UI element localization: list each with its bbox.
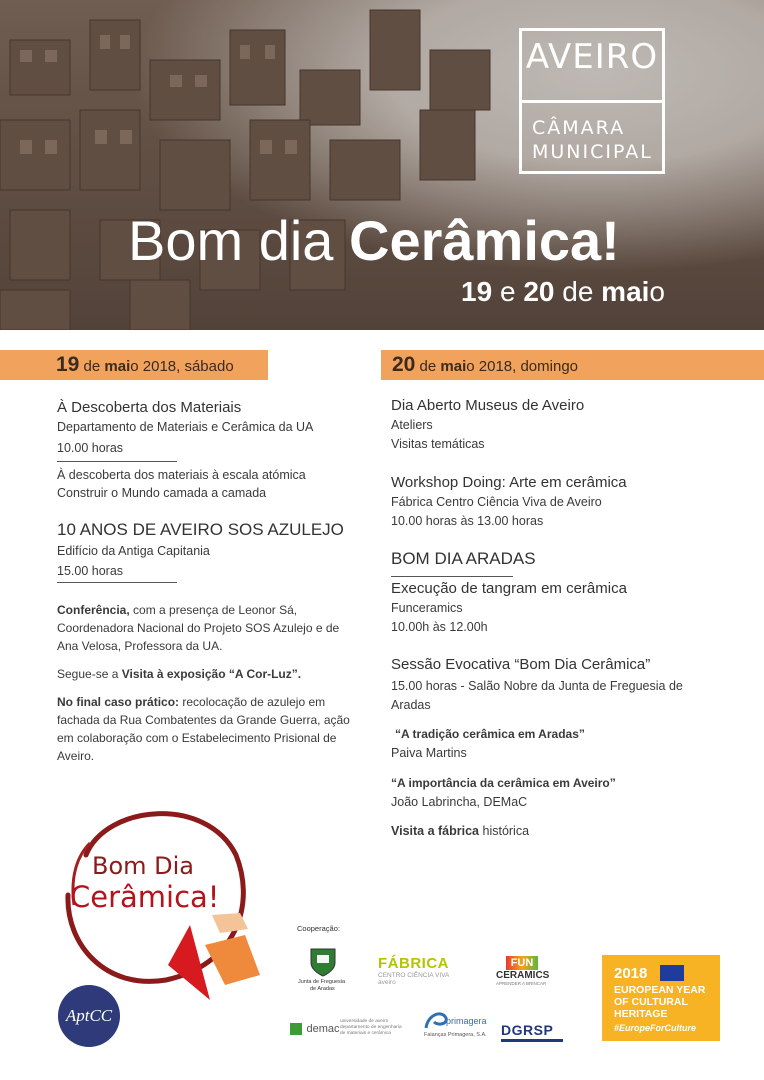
fabrica-sub: CENTRO CIÊNCIA VIVA — [378, 972, 450, 979]
hero-date — [461, 276, 665, 308]
event-place: Edifício da Antiga Capitania — [57, 544, 210, 558]
event-line: Visitas temáticas — [391, 437, 485, 451]
eu-flag-icon — [660, 965, 684, 981]
day2-rest: o 2018, domingo — [466, 358, 579, 375]
event-time: 10.00h às 12.00h — [391, 620, 488, 634]
visit-paragraph — [57, 665, 357, 683]
para-bold: No final caso prático: — [57, 695, 180, 709]
day2-de: de — [415, 358, 441, 375]
primagera-sub: Faianças Primagera, S.A. — [424, 1032, 487, 1038]
dgrsp-stripe — [501, 1039, 563, 1042]
section-heading: BOM DIA ARADAS — [391, 549, 536, 568]
event-title: Dia Aberto Museus de Aveiro — [391, 397, 585, 414]
day1-header — [0, 350, 268, 380]
brush-strokes-decoration — [150, 905, 270, 1015]
fun-text: FUN — [506, 956, 538, 970]
day1-mai: mai — [104, 358, 131, 375]
demac-sub: de materiais e cerâmica — [340, 1031, 391, 1036]
day1-num: 19 — [56, 353, 80, 376]
event-title: 10 ANOS DE AVEIRO SOS AZULEJO — [57, 520, 344, 539]
event-line: Construir o Mundo camada a camada — [57, 486, 267, 500]
coat-of-arms-icon — [308, 945, 338, 977]
event-line: À descoberta dos materiais à escala atómica — [57, 468, 306, 482]
demac-name: demac — [306, 1022, 340, 1035]
hero-date-mai: mai — [601, 276, 650, 307]
junta-label: Junta de Freguesia — [298, 979, 346, 985]
divider — [391, 576, 513, 577]
para-bold: Conferência, — [57, 603, 130, 617]
event-line: Aradas — [391, 698, 431, 712]
day1-de: de — [79, 358, 105, 375]
divider — [57, 582, 177, 583]
european-year-heritage-badge — [602, 955, 720, 1041]
talk-speaker: João Labrincha, DEMaC — [391, 795, 528, 809]
junta-label: de Aradas — [310, 986, 335, 992]
hero-date-d1: 19 — [461, 276, 493, 307]
eu-line: HERITAGE — [614, 1008, 668, 1020]
hero-date-de: de — [554, 276, 602, 307]
visit-bold: Visita a fábrica — [391, 824, 480, 838]
event-line: 15.00 horas - Salão Nobre da Junta de Freguesia de — [391, 679, 683, 693]
demac-sub: universidade de aveiro — [340, 1019, 389, 1024]
dgrsp-name: DGRSP — [501, 1022, 554, 1038]
event-place: Departamento de Materiais e Cerâmica da UA — [57, 420, 314, 434]
event-title: Workshop Doing: Arte em cerâmica — [391, 474, 627, 491]
talk-title: “A importância da cerâmica em Aveiro” — [391, 776, 616, 790]
para-text: Segue-se a — [57, 667, 122, 681]
para-text: recolocação de azulejo em fachada da Rua Combatentes da Grande Guerra, ação em colaboração com o Estabelecimento Prisional de Aveiro. — [57, 695, 350, 763]
fabrica-logo — [378, 955, 449, 986]
aveiro-camara-logo — [519, 28, 665, 174]
hero-banner — [0, 0, 764, 330]
demac-sub: departamento de engenharia — [340, 1025, 402, 1030]
fun-sub: APRENDER A BRINCAR — [496, 981, 547, 986]
para-text: com a presença de Leonor Sá, Coordenadora Nacional do Projeto SOS Azulejo e de Ana Velosa, Professora da UA. — [57, 603, 340, 653]
hero-title — [128, 208, 620, 273]
visit-text: histórica — [479, 824, 530, 838]
demac-logo — [290, 1019, 402, 1038]
demac-icon — [290, 1023, 302, 1035]
day2-mai: mai — [440, 358, 467, 375]
event-title: Sessão Evocativa “Bom Dia Cerâmica” — [391, 656, 651, 673]
demac-sub-block — [340, 1019, 402, 1037]
event-place: Fábrica Centro Ciência Viva de Aveiro — [391, 495, 602, 509]
practical-paragraph — [57, 693, 357, 765]
hero-title-light: Bom dia — [128, 209, 349, 272]
cooperation-label: Cooperação: — [297, 924, 340, 933]
hero-date-e: e — [492, 276, 524, 307]
day2-num: 20 — [392, 353, 416, 376]
primagera-swirl-icon — [424, 1010, 448, 1030]
hero-date-o: o — [649, 276, 665, 307]
dgrsp-logo — [501, 1022, 553, 1040]
event-line: Ateliers — [391, 418, 433, 432]
logo-aveiro-text: AVEIRO — [525, 37, 659, 77]
event-time: 15.00 horas — [57, 564, 124, 578]
talk-speaker: Paiva Martins — [391, 746, 467, 760]
aptcc-logo: AptCC — [58, 985, 120, 1047]
event-title: À Descoberta dos Materiais — [57, 399, 242, 416]
event-time: 10.00 horas — [57, 441, 124, 455]
logo-divider — [522, 100, 662, 103]
primagera-logo — [424, 1010, 487, 1038]
eu-line: EUROPEAN YEAR — [614, 984, 706, 996]
conference-paragraph — [57, 601, 357, 655]
day2-header — [381, 350, 764, 380]
event-title: Execução de tangram em cerâmica — [391, 580, 627, 597]
hero-date-d2: 20 — [523, 276, 555, 307]
hero-title-bold: Cerâmica! — [349, 209, 620, 272]
stamp-line1: Bom Dia — [92, 852, 195, 880]
day1-rest: o 2018, sábado — [130, 358, 234, 375]
eu-year: 2018 — [614, 965, 648, 982]
event-time: 10.00 horas às 13.00 horas — [391, 514, 544, 528]
fabrica-sub: aveiro — [378, 979, 396, 986]
ceramics-text: CERAMICS — [496, 970, 550, 981]
divider — [57, 461, 177, 462]
funceramics-logo — [496, 956, 551, 986]
visit-line — [391, 824, 529, 838]
talk-title: “A tradição cerâmica em Aradas” — [395, 727, 585, 741]
eu-line: OF CULTURAL — [614, 996, 688, 1008]
stamp-line2: Cerâmica! — [70, 880, 220, 914]
junta-aradas-logo — [298, 945, 348, 1001]
eu-hashtag: #EuropeForCulture — [614, 1023, 697, 1033]
fabrica-title: FÁBRICA — [378, 955, 449, 972]
logo-municipal-text: MUNICIPAL — [532, 141, 653, 163]
para-bold: Visita à exposição “A Cor-Luz”. — [121, 667, 302, 681]
primagera-name: primagera — [446, 1016, 487, 1026]
event-place: Funceramics — [391, 601, 463, 615]
logo-camara-text: CÂMARA — [532, 117, 626, 139]
